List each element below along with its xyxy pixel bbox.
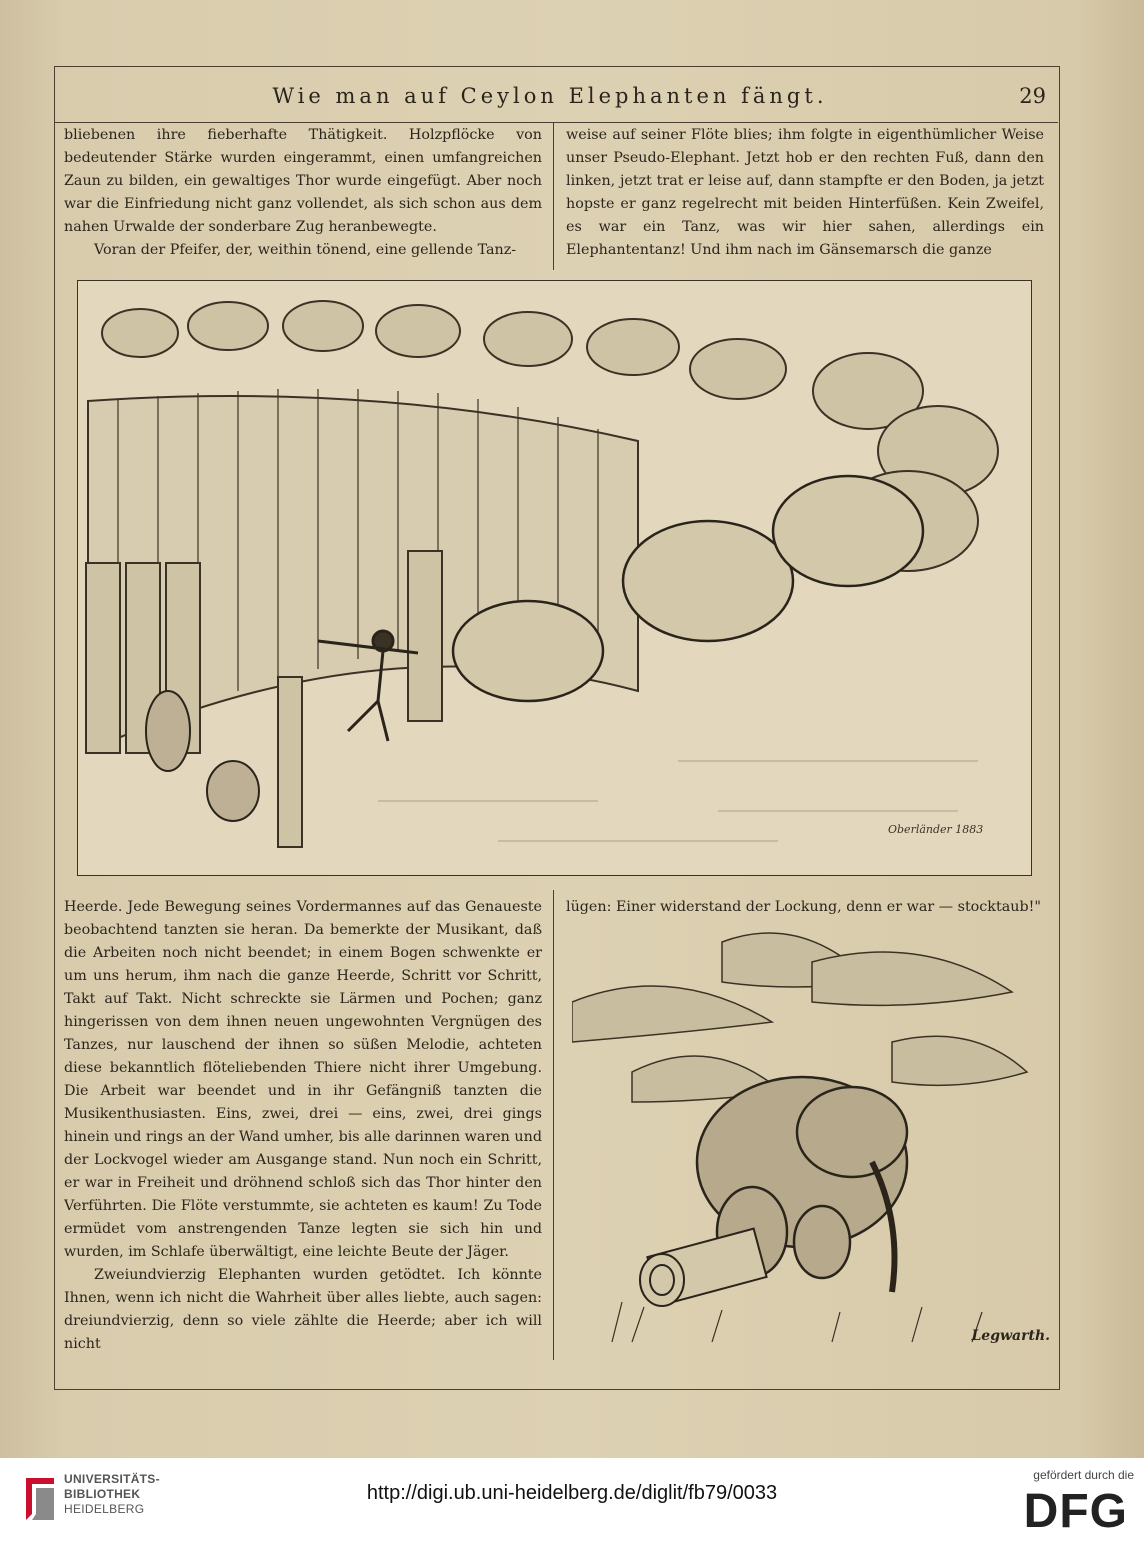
funding-note: gefördert durch die — [1033, 1468, 1134, 1482]
running-title: Wie man auf Ceylon Elephanten fängt. — [272, 84, 828, 108]
paragraph: weise auf seiner Flöte blies; ihm folgte in eigenthümlicher Weise unser Pseudo-Elephant. Jetzt hob er den rechten Fuß, dann den linken, jetzt trat er leise auf, dann stampfte er den Boden, ja jetzt hopste er ganz regelrecht mit beiden Hinterfüßen. Kein Zweifel, es war ein Tanz, was wir hier sahen, allerdings ein Elephantentanz! Und ihm nach im Gänsemarsch die ganze — [566, 127, 1044, 258]
library-line: UNIVERSITÄTS- — [64, 1472, 160, 1486]
paragraph: Voran der Pfeifer, der, weithin tönend, eine gellende Tanz- — [94, 242, 517, 258]
bottom-right-column — [566, 896, 1044, 919]
university-library-name — [64, 1472, 160, 1517]
page-number: 29 — [1019, 84, 1046, 108]
paragraph: bliebenen ihre fieberhafte Thätigkeit. Holzpflöcke von bedeutender Stärke wurden eingerammt, einen umfangreichen Zaun zu bilden, ein gewaltiges Thor wurde eingefügt. Aber noch war die Einfriedung nicht ganz vollendet, als sich schon aus dem nahen Urwalde der sonderbare Zug heranbewegte. — [64, 127, 542, 235]
paragraph: Zweiundvierzig Elephanten wurden getödtet. Ich könnte Ihnen, wenn ich nicht die Wahrheit über alles liebte, auch sagen: dreiundvierzig, denn so viele zählte die Heerde; aber ich will nicht — [64, 1267, 542, 1352]
illustration-caption: Legwarth. — [971, 1328, 1050, 1344]
viewer-footer — [0, 1458, 1144, 1544]
permalink-url[interactable]: http://digi.ub.uni-heidelberg.de/diglit/fb79/0033 — [366, 1482, 778, 1504]
dfg-logo[interactable]: DFG — [1023, 1485, 1128, 1538]
ub-logo-icon — [22, 1474, 58, 1524]
elephant-dance-engraving — [78, 281, 1031, 875]
university-library-logo[interactable] — [22, 1474, 58, 1528]
artist-signature: Oberländer 1883 — [888, 823, 984, 836]
paragraph: Heerde. Jede Bewegung seines Vordermannes auf das Genaueste beobachtend tanzten sie heran. Da bemerkte der Musikant, daß die Arbeiten noch nicht beendet; in einem Bogen schwenkte er um uns herum, ihm nach die ganze Heerde, Schritt vor Schritt, Takt auf Takt. Nicht schreckte sie Lärmen und Pochen; ganz hingerissen von dem ihnen neuen ungewohnten Vergnügen des Tanzes, nur lauschend der ihnen so süßen Melodie, achteten diese bekanntlich flöteliebenden Thiere nicht ihrer Umgebung. Die Arbeit war beendet und in ihr Gefängniß tanzten die Musikenthusiasten. Eins, zwei, drei — eins, zwei, drei gings hinein und rings an der Wand umher, bis alle darinnen waren und der Lockvogel wieder am Ausgange stand. Nun noch ein Schritt, er war in Freiheit und dröhnend schloß sich das Thor hinter den Verführten. Die Flöte verstummte, sie achteten es kaum! Zu Tode ermüdet vom anstrengenden Tanze legten sie sich hin und wurden, im Schlafe überwältigt, eine leichte Beute der Jäger. — [64, 899, 542, 1260]
library-line: HEIDELBERG — [64, 1502, 145, 1516]
library-line: BIBLIOTHEK — [64, 1487, 141, 1501]
column-divider — [553, 890, 554, 1360]
deaf-elephant-illustration — [572, 922, 1032, 1352]
header-rule — [54, 122, 1058, 123]
elephant-dance-illustration — [77, 280, 1032, 876]
paragraph: lügen: Einer widerstand der Lockung, denn er war — stocktaub!" — [566, 899, 1041, 915]
column-divider — [553, 122, 554, 270]
bottom-left-column — [64, 896, 542, 1356]
top-right-column — [566, 124, 1044, 262]
top-left-column — [64, 124, 542, 262]
jungle-elephant-engraving — [572, 922, 1032, 1352]
